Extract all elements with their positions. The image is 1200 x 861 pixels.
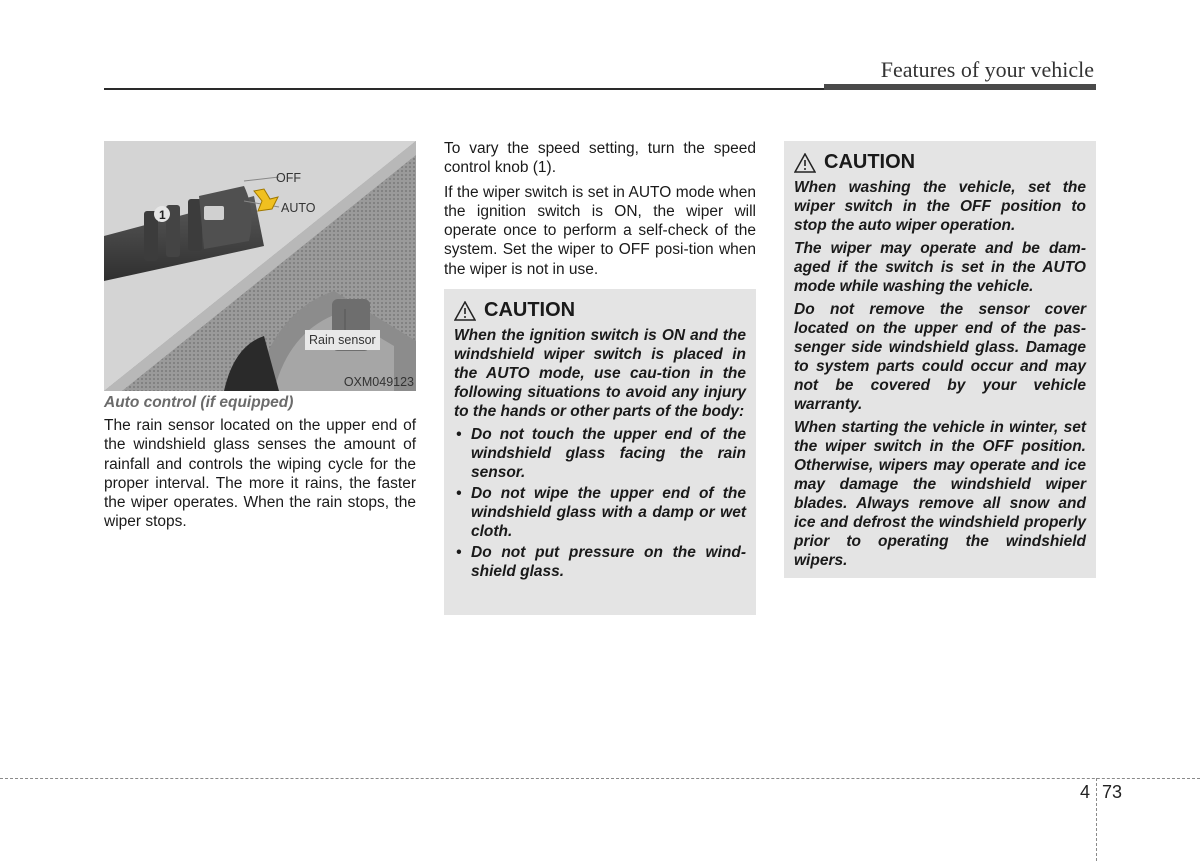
figure-code: OXM049123 [343, 375, 414, 389]
caution-paragraph: Do not remove the sensor cover located on the upper end of the pas-senger side windshield glass. Damage to system parts could occur and may not be covered by your vehicle warranty. [794, 301, 1086, 413]
caution-paragraph: When starting the vehicle in winter, set the wiper switch in the OFF position. Otherwise, wipers may operate and ice may damage the windshield wiper blades. Always remove all snow and ice and defrost the windshield properly prior to operating the windshield wipers. [794, 419, 1086, 569]
svg-text:1: 1 [159, 208, 166, 222]
header-rule-accent [824, 84, 1096, 90]
caution-paragraph: The wiper may operate and be dam-aged if the switch is set in the AUTO mode while washing the vehicle. [794, 240, 1086, 295]
caution-paragraph: When washing the vehicle, set the wiper switch in the OFF position to stop the auto wiper operation. [794, 179, 1086, 234]
speed-setting-text [444, 139, 756, 284]
chapter-number: 4 [1080, 782, 1091, 802]
figure-caption: Auto control (if equipped) [104, 394, 294, 411]
footer-vertical-divider [1096, 778, 1097, 861]
caution-intro: When the ignition switch is ON and the windshield wiper switch is placed in the AUTO mode, use cau-tion in the following situations to avoid any injury to the hands or other parts of the body: [454, 327, 746, 420]
footer-divider [0, 778, 1200, 779]
caution-box-washing [784, 141, 1096, 578]
warning-triangle-icon [454, 301, 476, 321]
rain-sensor-label: Rain sensor [305, 330, 380, 350]
auto-mode-paragraph: If the wiper switch is set in AUTO mode when the ignition switch is ON, the wiper will operate once to perform a self-check of the system. Set the wiper to OFF posi-tion when the wiper is not in use. [444, 183, 756, 278]
caution-bullet: • Do not touch the upper end of the windshield glass facing the rain sensor. [454, 425, 746, 482]
page-number: 73 [1102, 782, 1123, 802]
caution-heading [794, 151, 1086, 174]
auto-label: AUTO [281, 201, 316, 215]
speed-paragraph: To vary the speed setting, turn the speed control knob (1). [444, 140, 756, 177]
page-header-title: Features of your vehicle [880, 57, 1094, 82]
rain-sensor-paragraph: The rain sensor located on the upper end of the windshield glass senses the amount of rainfall and controls the wiping cycle for the proper interval. The more it rains, the faster the wiper operates. When the rain stops, the wiper stops. [104, 417, 416, 531]
caution-heading [454, 299, 746, 322]
caution-bullet-list [454, 425, 746, 581]
caution-box-ignition [444, 289, 756, 615]
wiper-stalk-illustration [104, 141, 416, 391]
caution-title: CAUTION [484, 299, 576, 321]
warning-triangle-icon [794, 153, 816, 173]
caution-bullet: • Do not put pressure on the wind-shield glass. [454, 543, 746, 581]
caution-bullet: • Do not wipe the upper end of the windshield glass with a damp or wet cloth. [454, 484, 746, 541]
caution-title: CAUTION [824, 151, 916, 173]
wiper-switch-figure [104, 141, 416, 391]
off-label: OFF [276, 171, 301, 185]
